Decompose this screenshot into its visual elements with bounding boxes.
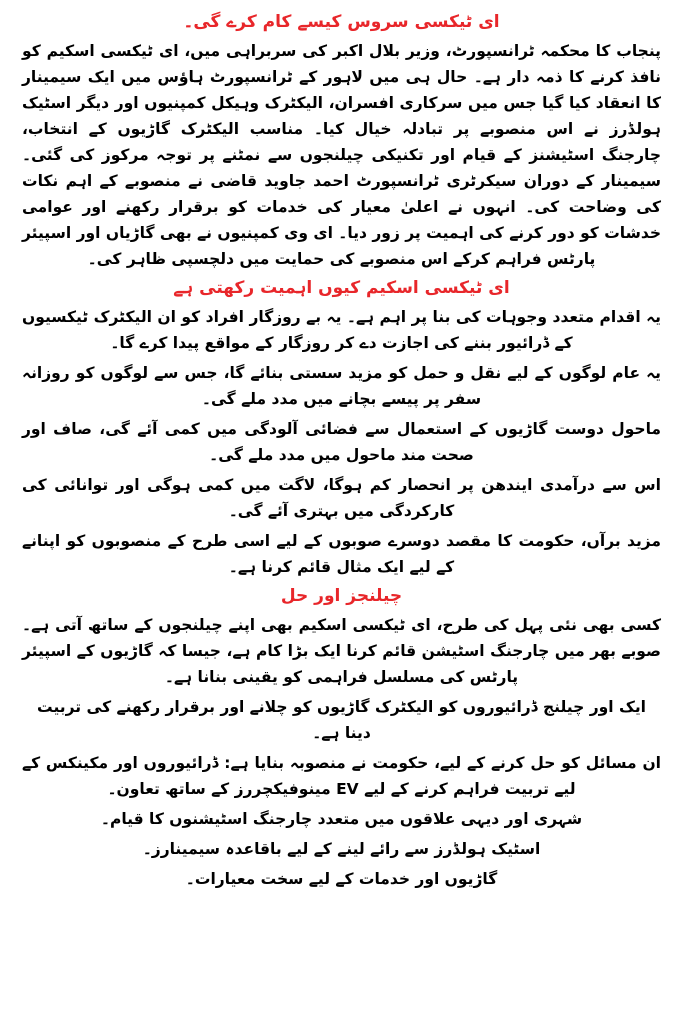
solution-item: ان مسائل کو حل کرنے کے لیے، حکومت نے منصوبہ بنایا ہے: ڈرائیوروں اور مکینکس کے لیے تربیت فراہم کرنے کے لیے EV مینوفیکچررز کے ساتھ تعاون۔ bbox=[22, 754, 661, 798]
paragraph-service-overview: پنجاب کا محکمہ ٹرانسپورٹ، وزیر بلال اکبر کی سربراہی میں، ای ٹیکسی اسکیم کو نافذ کرنے کا ذمہ دار ہے۔ حال ہی میں لاہور کے ٹرانسپورٹ ہاؤس میں ایک سیمینار کا انعقاد کیا گیا جس میں سرکاری افسران، الیکٹرک وہیکل کمپنیوں اور دیگر اسٹیک ہولڈرز نے اس منصوبے پر تبادلہ خیال کیا۔ مناسب الیکٹرک گاڑیوں کے انتخاب، چارجنگ اسٹیشنز کے قیام اور تکنیکی چیلنجوں سے نمٹنے پر توجہ مرکوز کی گئی۔ سیمینار کے دوران سیکرٹری ٹرانسپورٹ احمد جاوید قاضی نے منصوبے کے اہم نکات کی وضاحت کی۔ انہوں نے اعلیٰ معیار کی خدمات کو برقرار رکھنے اور عوامی خدشات کو دور کرنے کی اہمیت پر زور دیا۔ ای وی کمپنیوں نے بھی گاڑیاں اور اسپیئر پارٹس فراہم کرکے اس منصوبے کی حمایت میں دلچسپی ظاہر کی۔ bbox=[22, 42, 661, 268]
benefit-item: مزید برآں، حکومت کا مقصد دوسرے صوبوں کے لیے اسی طرح کے منصوبوں کو اپنانے کے لیے ایک مثال قائم کرنا ہے۔ bbox=[22, 532, 661, 576]
solution-item: شہری اور دیہی علاقوں میں متعدد چارجنگ اسٹیشنوں کا قیام۔ bbox=[100, 810, 583, 828]
benefit-item: ماحول دوست گاڑیوں کے استعمال سے فضائی آلودگی میں کمی آئے گی، صاف اور صحت مند ماحول میں مدد ملے گی۔ bbox=[22, 420, 661, 464]
heading-how-service-works: ای ٹیکسی سروس کیسے کام کرے گی۔ bbox=[183, 12, 500, 32]
paragraph-challenges: کسی بھی نئی پہل کی طرح، ای ٹیکسی اسکیم بھی اپنے چیلنجوں کے ساتھ آتی ہے۔ صوبے بھر میں چارجنگ اسٹیشن قائم کرنا ایک بڑا کام ہے، جیسا کہ گاڑیوں کے اسپیئر پارٹس کی مسلسل فراہمی کو یقینی بنانا ہے۔ bbox=[22, 616, 661, 686]
solution-item: گاڑیوں اور خدمات کے لیے سخت معیارات۔ bbox=[185, 870, 498, 888]
benefit-item: یہ اقدام متعدد وجوہات کی بنا پر اہم ہے۔ یہ بے روزگار افراد کو ان الیکٹرک ٹیکسیوں کے ڈرائیور بننے کی اجازت دے کر روزگار کے مواقع پیدا کرے گا۔ bbox=[22, 308, 661, 352]
benefit-item: اس سے درآمدی ایندھن پر انحصار کم ہوگا، لاگت میں کمی ہوگی اور توانائی کی کارکردگی میں بہتری آئے گی۔ bbox=[22, 476, 661, 520]
heading-why-scheme-matters: ای ٹیکسی اسکیم کیوں اہمیت رکھتی ہے bbox=[173, 278, 510, 298]
benefit-item: یہ عام لوگوں کے لیے نقل و حمل کو مزید سستی بنائے گا، جس سے لوگوں کو روزانہ سفر پر پیسے بچانے میں مدد ملے گی۔ bbox=[22, 364, 661, 408]
heading-challenges-solutions: چیلنجز اور حل bbox=[280, 586, 403, 606]
solution-item: اسٹیک ہولڈرز سے رائے لینے کے لیے باقاعدہ سیمینارز۔ bbox=[142, 840, 541, 858]
challenge-item: ایک اور چیلنج ڈرائیوروں کو الیکٹرک گاڑیوں کو چلانے اور برقرار رکھنے کی تربیت دینا ہے۔ bbox=[37, 698, 646, 742]
